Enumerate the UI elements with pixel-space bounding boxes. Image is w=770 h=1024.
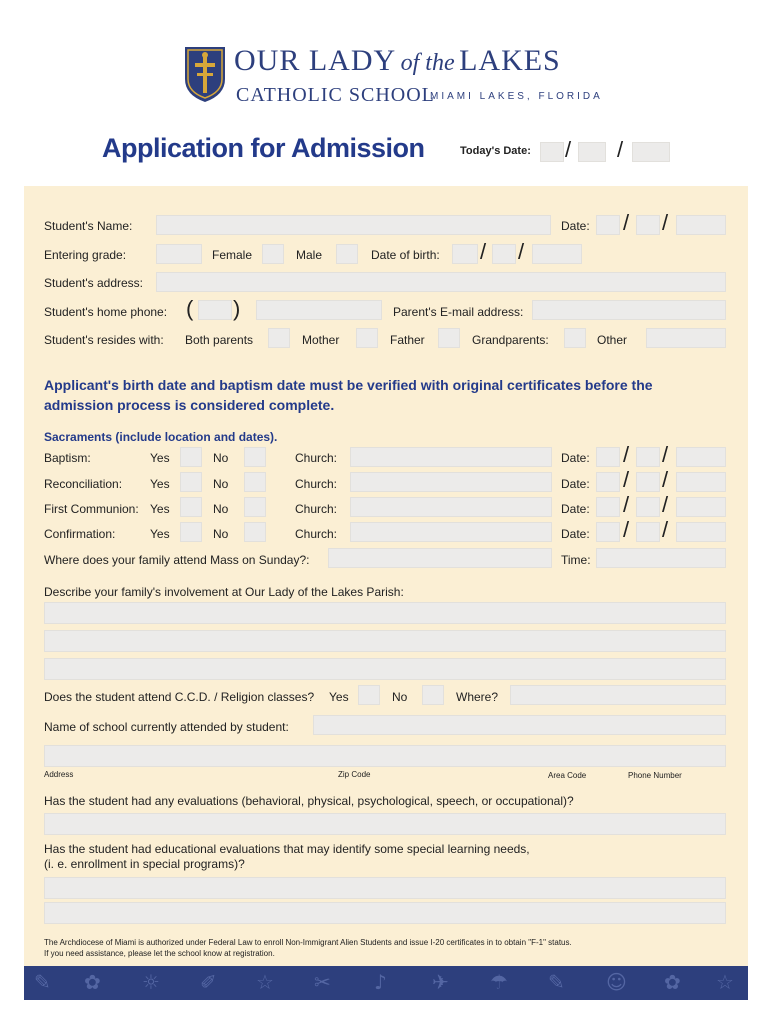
baptism-date-day[interactable] bbox=[636, 447, 660, 467]
female-label: Female bbox=[212, 248, 253, 262]
doodle-icon: ✿ bbox=[664, 970, 681, 994]
baptism-date-year[interactable] bbox=[676, 447, 726, 467]
date-year-field[interactable] bbox=[676, 215, 726, 235]
mass-location-field[interactable] bbox=[328, 548, 552, 568]
date-month-field[interactable] bbox=[596, 215, 620, 235]
date-day-field[interactable] bbox=[636, 215, 660, 235]
date-label: Date: bbox=[561, 219, 590, 233]
yes-label: Yes bbox=[150, 502, 170, 516]
confirmation-church-field[interactable] bbox=[350, 522, 552, 542]
doodle-icon: ✂ bbox=[314, 970, 331, 994]
doodle-icon: ✎ bbox=[34, 970, 51, 994]
mass-time-field[interactable] bbox=[596, 548, 726, 568]
reconciliation-label: Reconciliation: bbox=[44, 477, 123, 491]
reconciliation-church-field[interactable] bbox=[350, 472, 552, 492]
church-label: Church: bbox=[295, 477, 338, 491]
confirmation-no-checkbox[interactable] bbox=[244, 522, 266, 542]
date-label: Date: bbox=[561, 502, 590, 516]
doodle-icon: ✐ bbox=[200, 970, 217, 994]
doodle-icon: ✿ bbox=[84, 970, 101, 994]
yes-label: Yes bbox=[150, 527, 170, 541]
paren-close: ) bbox=[233, 296, 241, 321]
sacraments-heading: Sacraments (include location and dates). bbox=[44, 430, 278, 444]
page-title: Application for Admission bbox=[102, 133, 425, 163]
student-address-label: Student's address: bbox=[44, 276, 144, 290]
both-parents-checkbox[interactable] bbox=[268, 328, 290, 348]
phone-number-field[interactable] bbox=[256, 300, 382, 320]
involvement-line-3[interactable] bbox=[44, 658, 726, 680]
first-communion-yes-checkbox[interactable] bbox=[180, 497, 202, 517]
male-label: Male bbox=[296, 248, 323, 262]
no-label: No bbox=[213, 477, 229, 491]
school-logo bbox=[183, 45, 227, 103]
todays-date-day-field[interactable] bbox=[578, 142, 606, 162]
footer-decorative-band bbox=[24, 966, 748, 1000]
confirmation-date-year[interactable] bbox=[676, 522, 726, 542]
female-checkbox[interactable] bbox=[262, 244, 284, 264]
paren-open: ( bbox=[186, 296, 194, 321]
male-checkbox[interactable] bbox=[336, 244, 358, 264]
resides-with-label: Student's resides with: bbox=[44, 333, 164, 347]
no-label: No bbox=[213, 502, 229, 516]
ccd-yes-checkbox[interactable] bbox=[358, 685, 380, 705]
mother-checkbox[interactable] bbox=[356, 328, 378, 348]
confirmation-label: Confirmation: bbox=[44, 527, 116, 541]
special-needs-line-2[interactable] bbox=[44, 902, 726, 924]
baptism-date-month[interactable] bbox=[596, 447, 620, 467]
first-communion-label: First Communion: bbox=[44, 502, 139, 516]
parent-email-label: Parent's E-mail address: bbox=[393, 305, 524, 319]
date-separator: / bbox=[623, 467, 630, 492]
church-label: Church: bbox=[295, 451, 338, 465]
school-subtitle: CATHOLIC SCHOOL bbox=[236, 84, 435, 106]
school-address-field[interactable] bbox=[44, 745, 726, 767]
baptism-label: Baptism: bbox=[44, 451, 91, 465]
date-label: Date: bbox=[561, 477, 590, 491]
ccd-where-field[interactable] bbox=[510, 685, 726, 705]
date-of-birth-label: Date of birth: bbox=[371, 248, 440, 262]
reconciliation-date-year[interactable] bbox=[676, 472, 726, 492]
current-school-field[interactable] bbox=[313, 715, 726, 735]
doodle-icon: ☺ bbox=[606, 970, 627, 994]
doodle-icon: ☆ bbox=[256, 970, 274, 994]
date-separator: / bbox=[662, 210, 669, 235]
first-communion-date-month[interactable] bbox=[596, 497, 620, 517]
footnote-archdiocese: The Archdiocese of Miami is authorized under Federal Law to enroll Non-Immigrant Alien Students and issue I-20 certificates in to obtain "F-1" status. bbox=[44, 938, 572, 947]
address-caption: Address bbox=[44, 770, 74, 779]
parent-email-field[interactable] bbox=[532, 300, 726, 320]
school-name-part2: of the bbox=[400, 50, 455, 76]
special-needs-label-line1: Has the student had educational evaluations that may identify some special learning needs, bbox=[44, 842, 530, 856]
other-field[interactable] bbox=[646, 328, 726, 348]
school-name-part1: OUR LADY bbox=[234, 44, 397, 77]
reconciliation-yes-checkbox[interactable] bbox=[180, 472, 202, 492]
reconciliation-no-checkbox[interactable] bbox=[244, 472, 266, 492]
dob-year-field[interactable] bbox=[532, 244, 582, 264]
reconciliation-date-day[interactable] bbox=[636, 472, 660, 492]
date-separator: / bbox=[662, 492, 669, 517]
baptism-yes-checkbox[interactable] bbox=[180, 447, 202, 467]
church-label: Church: bbox=[295, 527, 338, 541]
shield-cross-icon bbox=[183, 45, 227, 103]
first-communion-no-checkbox[interactable] bbox=[244, 497, 266, 517]
current-school-label: Name of school currently attended by student: bbox=[44, 720, 289, 734]
dob-day-field[interactable] bbox=[492, 244, 516, 264]
zip-caption: Zip Code bbox=[338, 770, 371, 779]
todays-date-label: Today's Date: bbox=[460, 145, 531, 157]
resides-option-grandparents: Grandparents: bbox=[472, 333, 549, 347]
school-location: MIAMI LAKES, FLORIDA bbox=[430, 91, 603, 102]
father-checkbox[interactable] bbox=[438, 328, 460, 348]
date-separator: / bbox=[623, 492, 630, 517]
school-name-part3: LAKES bbox=[459, 44, 561, 77]
resides-option-father: Father bbox=[390, 333, 425, 347]
mass-location-label: Where does your family attend Mass on Sunday?: bbox=[44, 553, 310, 567]
student-address-field[interactable] bbox=[156, 272, 726, 292]
ccd-no-checkbox[interactable] bbox=[422, 685, 444, 705]
involvement-label: Describe your family's involvement at Our Lady of the Lakes Parish: bbox=[44, 585, 404, 599]
school-name bbox=[234, 44, 561, 78]
reconciliation-date-month[interactable] bbox=[596, 472, 620, 492]
ccd-where-label: Where? bbox=[456, 690, 499, 704]
no-label: No bbox=[213, 451, 229, 465]
special-needs-label-line2: (i. e. enrollment in special programs)? bbox=[44, 857, 245, 871]
date-separator: / bbox=[662, 467, 669, 492]
doodle-icon: ✈ bbox=[432, 970, 449, 994]
date-label: Date: bbox=[561, 451, 590, 465]
resides-option-other: Other bbox=[597, 333, 628, 347]
doodle-icon: ✎ bbox=[548, 970, 565, 994]
ccd-label: Does the student attend C.C.D. / Religion classes? bbox=[44, 690, 315, 704]
date-separator: / bbox=[480, 239, 487, 264]
footnote-assistance: If you need assistance, please let the school know at registration. bbox=[44, 949, 275, 958]
resides-option-both-parents: Both parents bbox=[185, 333, 254, 347]
first-communion-church-field[interactable] bbox=[350, 497, 552, 517]
entering-grade-field[interactable] bbox=[156, 244, 202, 264]
student-name-field[interactable] bbox=[156, 215, 551, 235]
date-separator: / bbox=[623, 517, 630, 542]
involvement-line-2[interactable] bbox=[44, 630, 726, 652]
resides-option-mother: Mother bbox=[302, 333, 340, 347]
baptism-church-field[interactable] bbox=[350, 447, 552, 467]
entering-grade-label: Entering grade: bbox=[44, 248, 127, 262]
evaluations-label: Has the student had any evaluations (behavioral, physical, psychological, speech, or occupational)? bbox=[44, 794, 574, 808]
date-separator: / bbox=[565, 137, 572, 162]
date-separator: / bbox=[518, 239, 525, 264]
confirmation-yes-checkbox[interactable] bbox=[180, 522, 202, 542]
yes-label: Yes bbox=[150, 477, 170, 491]
church-label: Church: bbox=[295, 502, 338, 516]
student-phone-label: Student's home phone: bbox=[44, 305, 168, 319]
special-needs-line-1[interactable] bbox=[44, 877, 726, 899]
date-separator: / bbox=[623, 210, 630, 235]
yes-label: Yes bbox=[150, 451, 170, 465]
verification-notice: Applicant's birth date and baptism date must be verified with original certificates before the admission process is considered complete. bbox=[44, 377, 653, 413]
ccd-no-label: No bbox=[392, 690, 408, 704]
phone-number-caption: Phone Number bbox=[628, 771, 682, 780]
doodle-icon: ☼ bbox=[142, 970, 160, 994]
doodle-icon: ☂ bbox=[490, 970, 508, 994]
date-separator: / bbox=[662, 442, 669, 467]
grandparents-checkbox[interactable] bbox=[564, 328, 586, 348]
doodle-icon: ☆ bbox=[716, 970, 734, 994]
ccd-yes-label: Yes bbox=[329, 690, 349, 704]
baptism-no-checkbox[interactable] bbox=[244, 447, 266, 467]
no-label: No bbox=[213, 527, 229, 541]
date-separator: / bbox=[662, 517, 669, 542]
dob-month-field[interactable] bbox=[452, 244, 478, 264]
involvement-line-1[interactable] bbox=[44, 602, 726, 624]
date-separator: / bbox=[623, 442, 630, 467]
todays-date-year-field[interactable] bbox=[632, 142, 670, 162]
todays-date-month-field[interactable] bbox=[540, 142, 564, 162]
date-label: Date: bbox=[561, 527, 590, 541]
confirmation-date-day[interactable] bbox=[636, 522, 660, 542]
mass-time-label: Time: bbox=[561, 553, 591, 567]
confirmation-date-month[interactable] bbox=[596, 522, 620, 542]
first-communion-date-day[interactable] bbox=[636, 497, 660, 517]
evaluations-field[interactable] bbox=[44, 813, 726, 835]
date-separator: / bbox=[617, 137, 624, 162]
first-communion-date-year[interactable] bbox=[676, 497, 726, 517]
phone-area-code-field[interactable] bbox=[198, 300, 232, 320]
area-code-caption: Area Code bbox=[548, 771, 587, 780]
student-name-label: Student's Name: bbox=[44, 219, 133, 233]
doodle-icon: ♪ bbox=[374, 970, 387, 994]
